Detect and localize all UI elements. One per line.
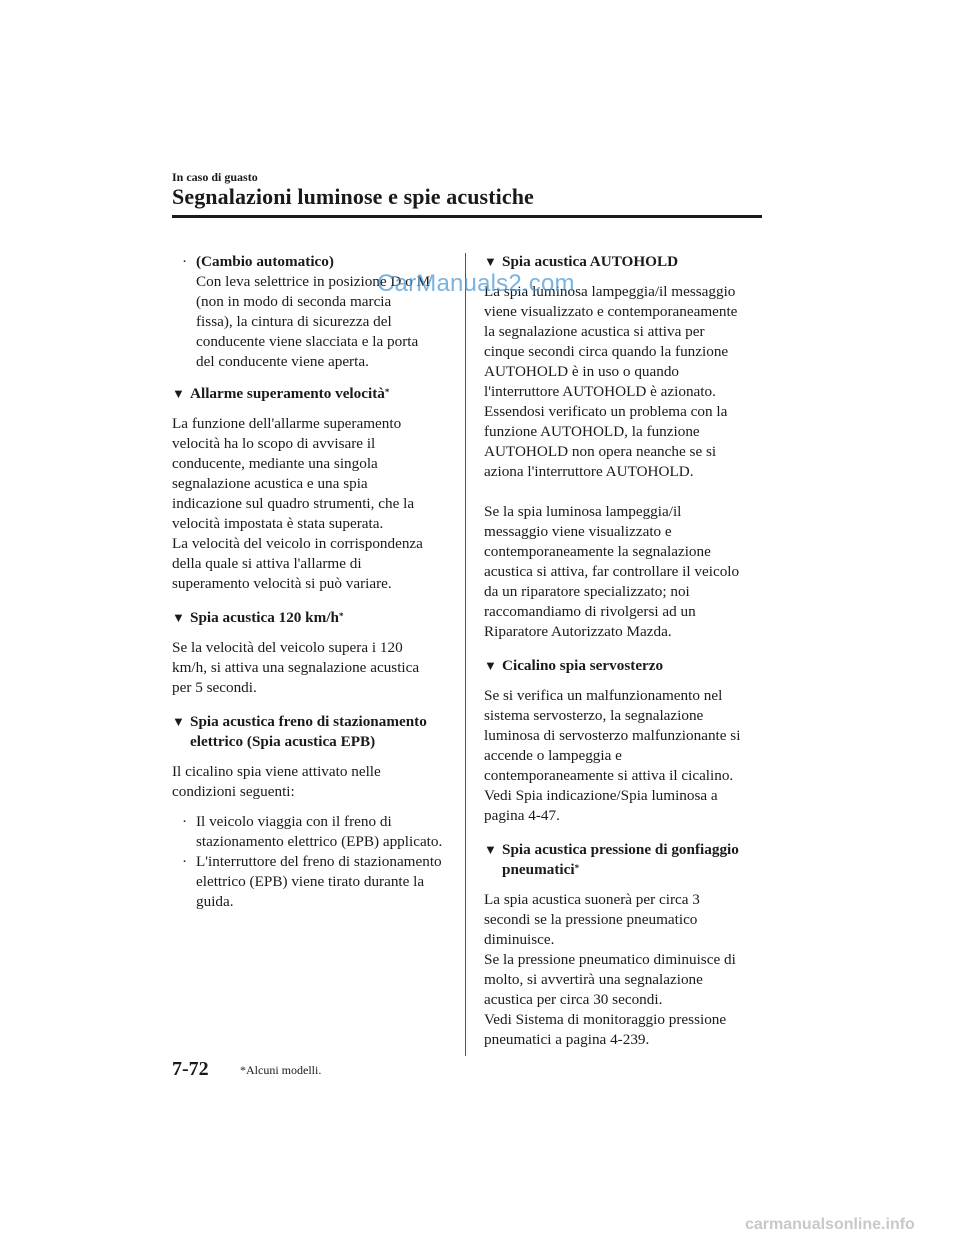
text-line: messaggio viene visualizzato e [484, 523, 672, 540]
text-line: La velocità del veicolo in corrispondenza [172, 535, 423, 552]
tire-pressure-text [484, 890, 764, 1050]
right-column [484, 252, 764, 1050]
heading-text: pneumatici [502, 861, 575, 878]
triangle-down-icon: ▼ [484, 254, 497, 269]
text-line: contemporaneamente si attiva il cicalino. [484, 767, 734, 784]
bullet-dot: · [182, 813, 188, 830]
text-line: viene visualizzato e contemporaneamente [484, 303, 738, 320]
bullet-dot: · [182, 853, 188, 870]
heading-text: Spia acustica 120 km/h [190, 609, 339, 626]
triangle-down-icon: ▼ [172, 610, 185, 625]
text-line: da un riparatore specializzato; noi [484, 583, 690, 600]
text-line: contemporaneamente la segnalazione [484, 543, 711, 560]
text-line: indicazione sul quadro strumenti, che la [172, 495, 415, 512]
text-line: l'interruttore AUTOHOLD è azionato. [484, 383, 716, 400]
heading-text: Spia acustica AUTOHOLD [502, 253, 679, 270]
triangle-down-icon: ▼ [484, 658, 497, 673]
text-line: stazionamento elettrico (EPB) applicato. [196, 833, 443, 850]
text-line: per 5 secondi. [172, 679, 257, 696]
text-line: sistema servosterzo, la segnalazione [484, 707, 704, 724]
tire-pressure-heading [484, 840, 764, 880]
auto-transmission-title: (Cambio automatico) [196, 253, 334, 270]
speed-120-text [172, 638, 452, 698]
text-line: la segnalazione acustica si attiva per [484, 323, 705, 340]
text-line: km/h, si attiva una segnalazione acustica [172, 659, 420, 676]
text-line: Essendosi verificato un problema con la [484, 403, 728, 420]
heading-text: elettrico (Spia acustica EPB) [190, 733, 376, 750]
text-line: della quale si attiva l'allarme di [172, 555, 362, 572]
text-line: Il cicalino spia viene attivato nelle [172, 763, 381, 780]
text-line: pneumatici a pagina 4-239. [484, 1031, 650, 1048]
text-line: Se la pressione pneumatico diminuisce di [484, 951, 736, 968]
text-line: Vedi Spia indicazione/Spia luminosa a [484, 787, 718, 804]
speed-120-heading [172, 608, 452, 628]
heading-text: Cicalino spia servosterzo [502, 657, 664, 674]
page-number: 7-72 [172, 1058, 209, 1080]
text-line: diminuisce. [484, 931, 555, 948]
text-line: AUTOHOLD non opera neanche se si [484, 443, 717, 460]
text-line: acustica si attiva, far controllare il veicolo [484, 563, 740, 580]
epb-bullet [182, 852, 452, 912]
autohold-text-2 [484, 502, 764, 642]
speed-alarm-text [172, 414, 452, 594]
text-line: Il veicolo viaggia con il freno di [196, 813, 392, 830]
text-line: cinque secondi circa quando la funzione [484, 343, 729, 360]
text-line: raccomandiamo di rivolgersi ad un [484, 603, 696, 620]
heading-text: Spia acustica freno di stazionamento [190, 713, 427, 730]
column-divider [465, 253, 466, 1056]
speed-alarm-heading [172, 384, 452, 404]
text-line: segnalazione acustica e una spia [172, 475, 368, 492]
text-line: del conducente viene aperta. [196, 353, 369, 370]
bullet-dot: · [182, 253, 188, 270]
epb-intro [172, 762, 452, 802]
steering-text [484, 686, 764, 826]
text-line: elettrico (EPB) viene tirato durante la [196, 873, 425, 890]
heading-text: Allarme superamento velocità [190, 385, 385, 402]
text-line: molto, si avvertirà una segnalazione [484, 971, 703, 988]
triangle-down-icon: ▼ [484, 842, 497, 857]
footnote-asterisk: * [384, 387, 390, 397]
text-line: luminosa di servosterzo malfunzionante si [484, 727, 741, 744]
section-title: Segnalazioni luminose e spie acustiche [172, 184, 534, 209]
text-line: AUTOHOLD è in uso o quando [484, 363, 680, 380]
header-rule [172, 215, 762, 218]
text-line: (non in modo di seconda marcia [196, 293, 392, 310]
footnote-asterisk: * [338, 611, 344, 621]
text-line: L'interruttore del freno di stazionamento [196, 853, 442, 870]
text-line: La spia luminosa lampeggia/il messaggio [484, 283, 736, 300]
text-line: acustica per circa 30 secondi. [484, 991, 663, 1008]
text-line: secondi se la pressione pneumatico [484, 911, 698, 928]
text-line: aziona l'interruttore AUTOHOLD. [484, 463, 694, 480]
left-column [172, 252, 452, 912]
text-line: guida. [196, 893, 234, 910]
text-line: velocità impostata è stata superata. [172, 515, 384, 532]
text-line: Con leva selettrice in posizione D o M [196, 273, 431, 290]
autohold-heading [484, 252, 764, 272]
text-line: accende o lampeggia e [484, 747, 622, 764]
text-line: conducente viene slacciata e la porta [196, 333, 419, 350]
text-line: Riparatore Autorizzato Mazda. [484, 623, 672, 640]
triangle-down-icon: ▼ [172, 386, 185, 401]
text-line: Se la spia luminosa lampeggia/il [484, 503, 682, 520]
heading-text: Spia acustica pressione di gonfiaggio [502, 841, 739, 858]
text-line: fissa), la cintura di sicurezza del [196, 313, 392, 330]
text-line: velocità ha lo scopo di avvisare il [172, 435, 376, 452]
triangle-down-icon: ▼ [172, 714, 185, 729]
steering-heading [484, 656, 764, 676]
site-watermark: carmanualsonline.info [745, 1216, 915, 1233]
text-line: conducente, mediante una singola [172, 455, 378, 472]
text-line: superamento velocità si può variare. [172, 575, 392, 592]
autohold-text [484, 282, 764, 482]
text-line: Vedi Sistema di monitoraggio pressione [484, 1011, 727, 1028]
epb-bullet [182, 812, 452, 852]
footnote: *Alcuni modelli. [240, 1063, 322, 1077]
text-line: funzione AUTOHOLD, la funzione [484, 423, 700, 440]
text-line: Se la velocità del veicolo supera i 120 [172, 639, 403, 656]
chapter-label: In caso di guasto [172, 170, 258, 184]
text-line: La spia acustica suonerà per circa 3 [484, 891, 700, 908]
watermark: CarManuals2.com [377, 270, 575, 297]
text-line: Se si verifica un malfunzionamento nel [484, 687, 723, 704]
text-line: condizioni seguenti: [172, 783, 295, 800]
footnote-asterisk: * [574, 863, 580, 873]
text-line: pagina 4-47. [484, 807, 560, 824]
epb-heading [172, 712, 452, 752]
text-line: La funzione dell'allarme superamento [172, 415, 402, 432]
